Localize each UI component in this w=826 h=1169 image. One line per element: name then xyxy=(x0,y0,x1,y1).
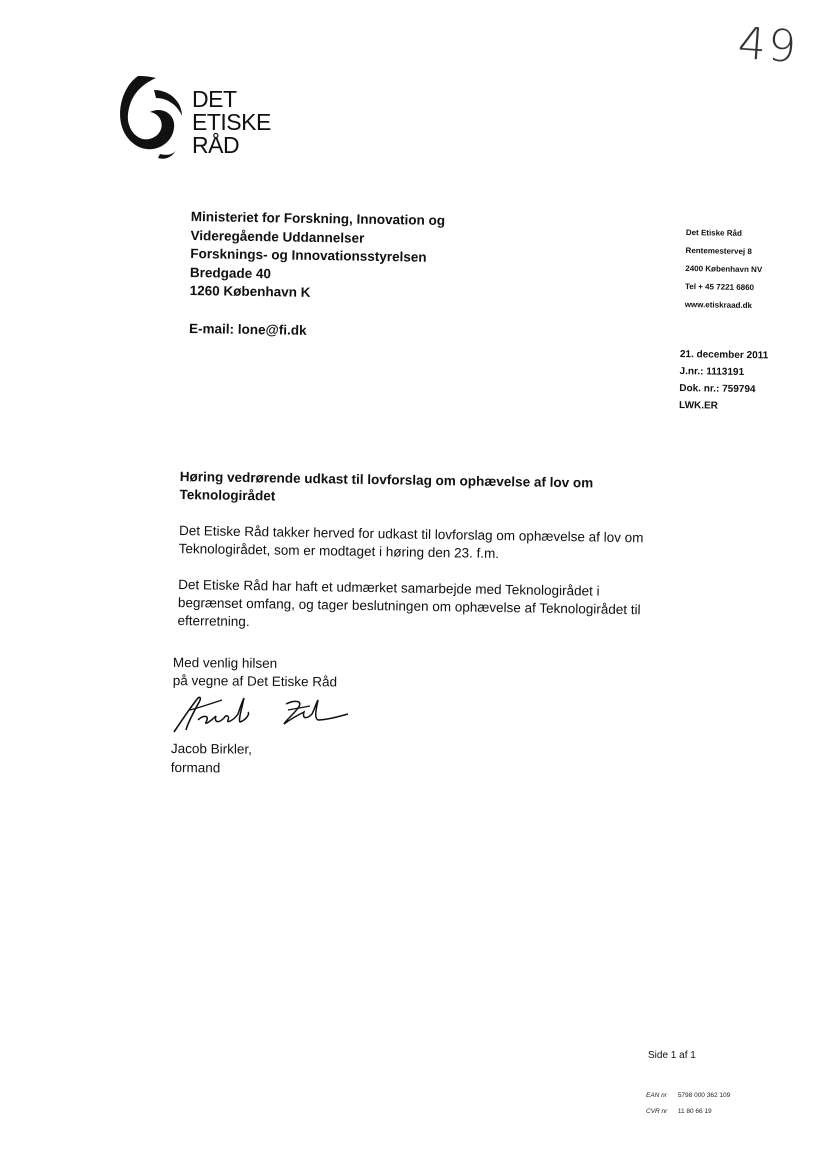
sender-street: Rentemestervej 8 xyxy=(685,245,752,257)
logo-text-det: DET xyxy=(192,86,237,112)
letter-body xyxy=(177,468,650,655)
handwritten-signature xyxy=(168,690,358,735)
recipient-org-line2: Videregående Uddannelser xyxy=(190,227,365,246)
recipient-email: E-mail: lone@fi.dk xyxy=(188,320,307,338)
cvr-label: CVR nr xyxy=(646,1108,668,1115)
letter-subject: Høring vedrørende udkast til lovforslag om ophævelse af lov om Teknologirådet xyxy=(179,468,594,504)
letter-paragraph-2: Det Etiske Råd har haft et udmærket samarbejde med Teknologirådet i begrænset omfang, og tager beslutningen om ophævelse af Teknologirådet til efterretning. xyxy=(177,576,641,630)
closing-on-behalf: på vegne af Det Etiske Råd xyxy=(172,672,338,689)
recipient-address xyxy=(189,208,445,342)
footer-codes xyxy=(646,1088,730,1120)
cvr-row xyxy=(646,1104,730,1120)
letter-date: 21. december 2011 xyxy=(679,348,769,362)
recipient-street: Bredgade 40 xyxy=(189,264,272,281)
sender-city: 2400 København NV xyxy=(685,263,763,275)
signer xyxy=(171,740,252,778)
sender-web: www.etiskraad.dk xyxy=(684,299,753,311)
recipient-org-line1: Ministeriet for Forskning, Innovation og xyxy=(190,208,446,228)
letter-paragraph-1: Det Etiske Råd takker herved for udkast til lovforslag om ophævelse af lov om Teknologirådet, som er modtaget i høring den 23. f.m. xyxy=(178,522,644,562)
closing-greeting: Med venlig hilsen xyxy=(172,654,278,671)
initials: LWK.ER xyxy=(678,399,719,412)
document-references xyxy=(679,346,768,415)
logo-text-etiske: ETISKE xyxy=(192,109,271,135)
sender-address xyxy=(685,224,763,315)
sender-phone: Tel + 45 7221 6860 xyxy=(684,281,755,293)
logo-text-raad: RÅD xyxy=(192,132,240,158)
recipient-agency: Forsknings- og Innovationsstyrelsen xyxy=(190,245,427,265)
cvr-value: 11 80 66 19 xyxy=(677,1108,712,1115)
logo xyxy=(116,70,286,170)
recipient-city: 1260 København K xyxy=(189,282,311,300)
ean-value: 5798 000 362 109 xyxy=(677,1092,731,1099)
logo-swirl-icon xyxy=(116,70,186,162)
document-number: Dok. nr.: 759794 xyxy=(679,382,756,396)
signer-name: Jacob Birkler, xyxy=(170,740,253,757)
closing xyxy=(173,654,338,690)
ean-row xyxy=(646,1088,730,1104)
ean-label: EAN nr xyxy=(646,1092,667,1099)
sender-name: Det Etiske Råd xyxy=(685,227,742,238)
page-indicator: Side 1 af 1 xyxy=(648,1050,696,1061)
handwritten-page-number: 49 xyxy=(736,17,800,74)
signer-title: formand xyxy=(170,759,221,775)
journal-number: J.nr.: 1113191 xyxy=(679,365,745,379)
